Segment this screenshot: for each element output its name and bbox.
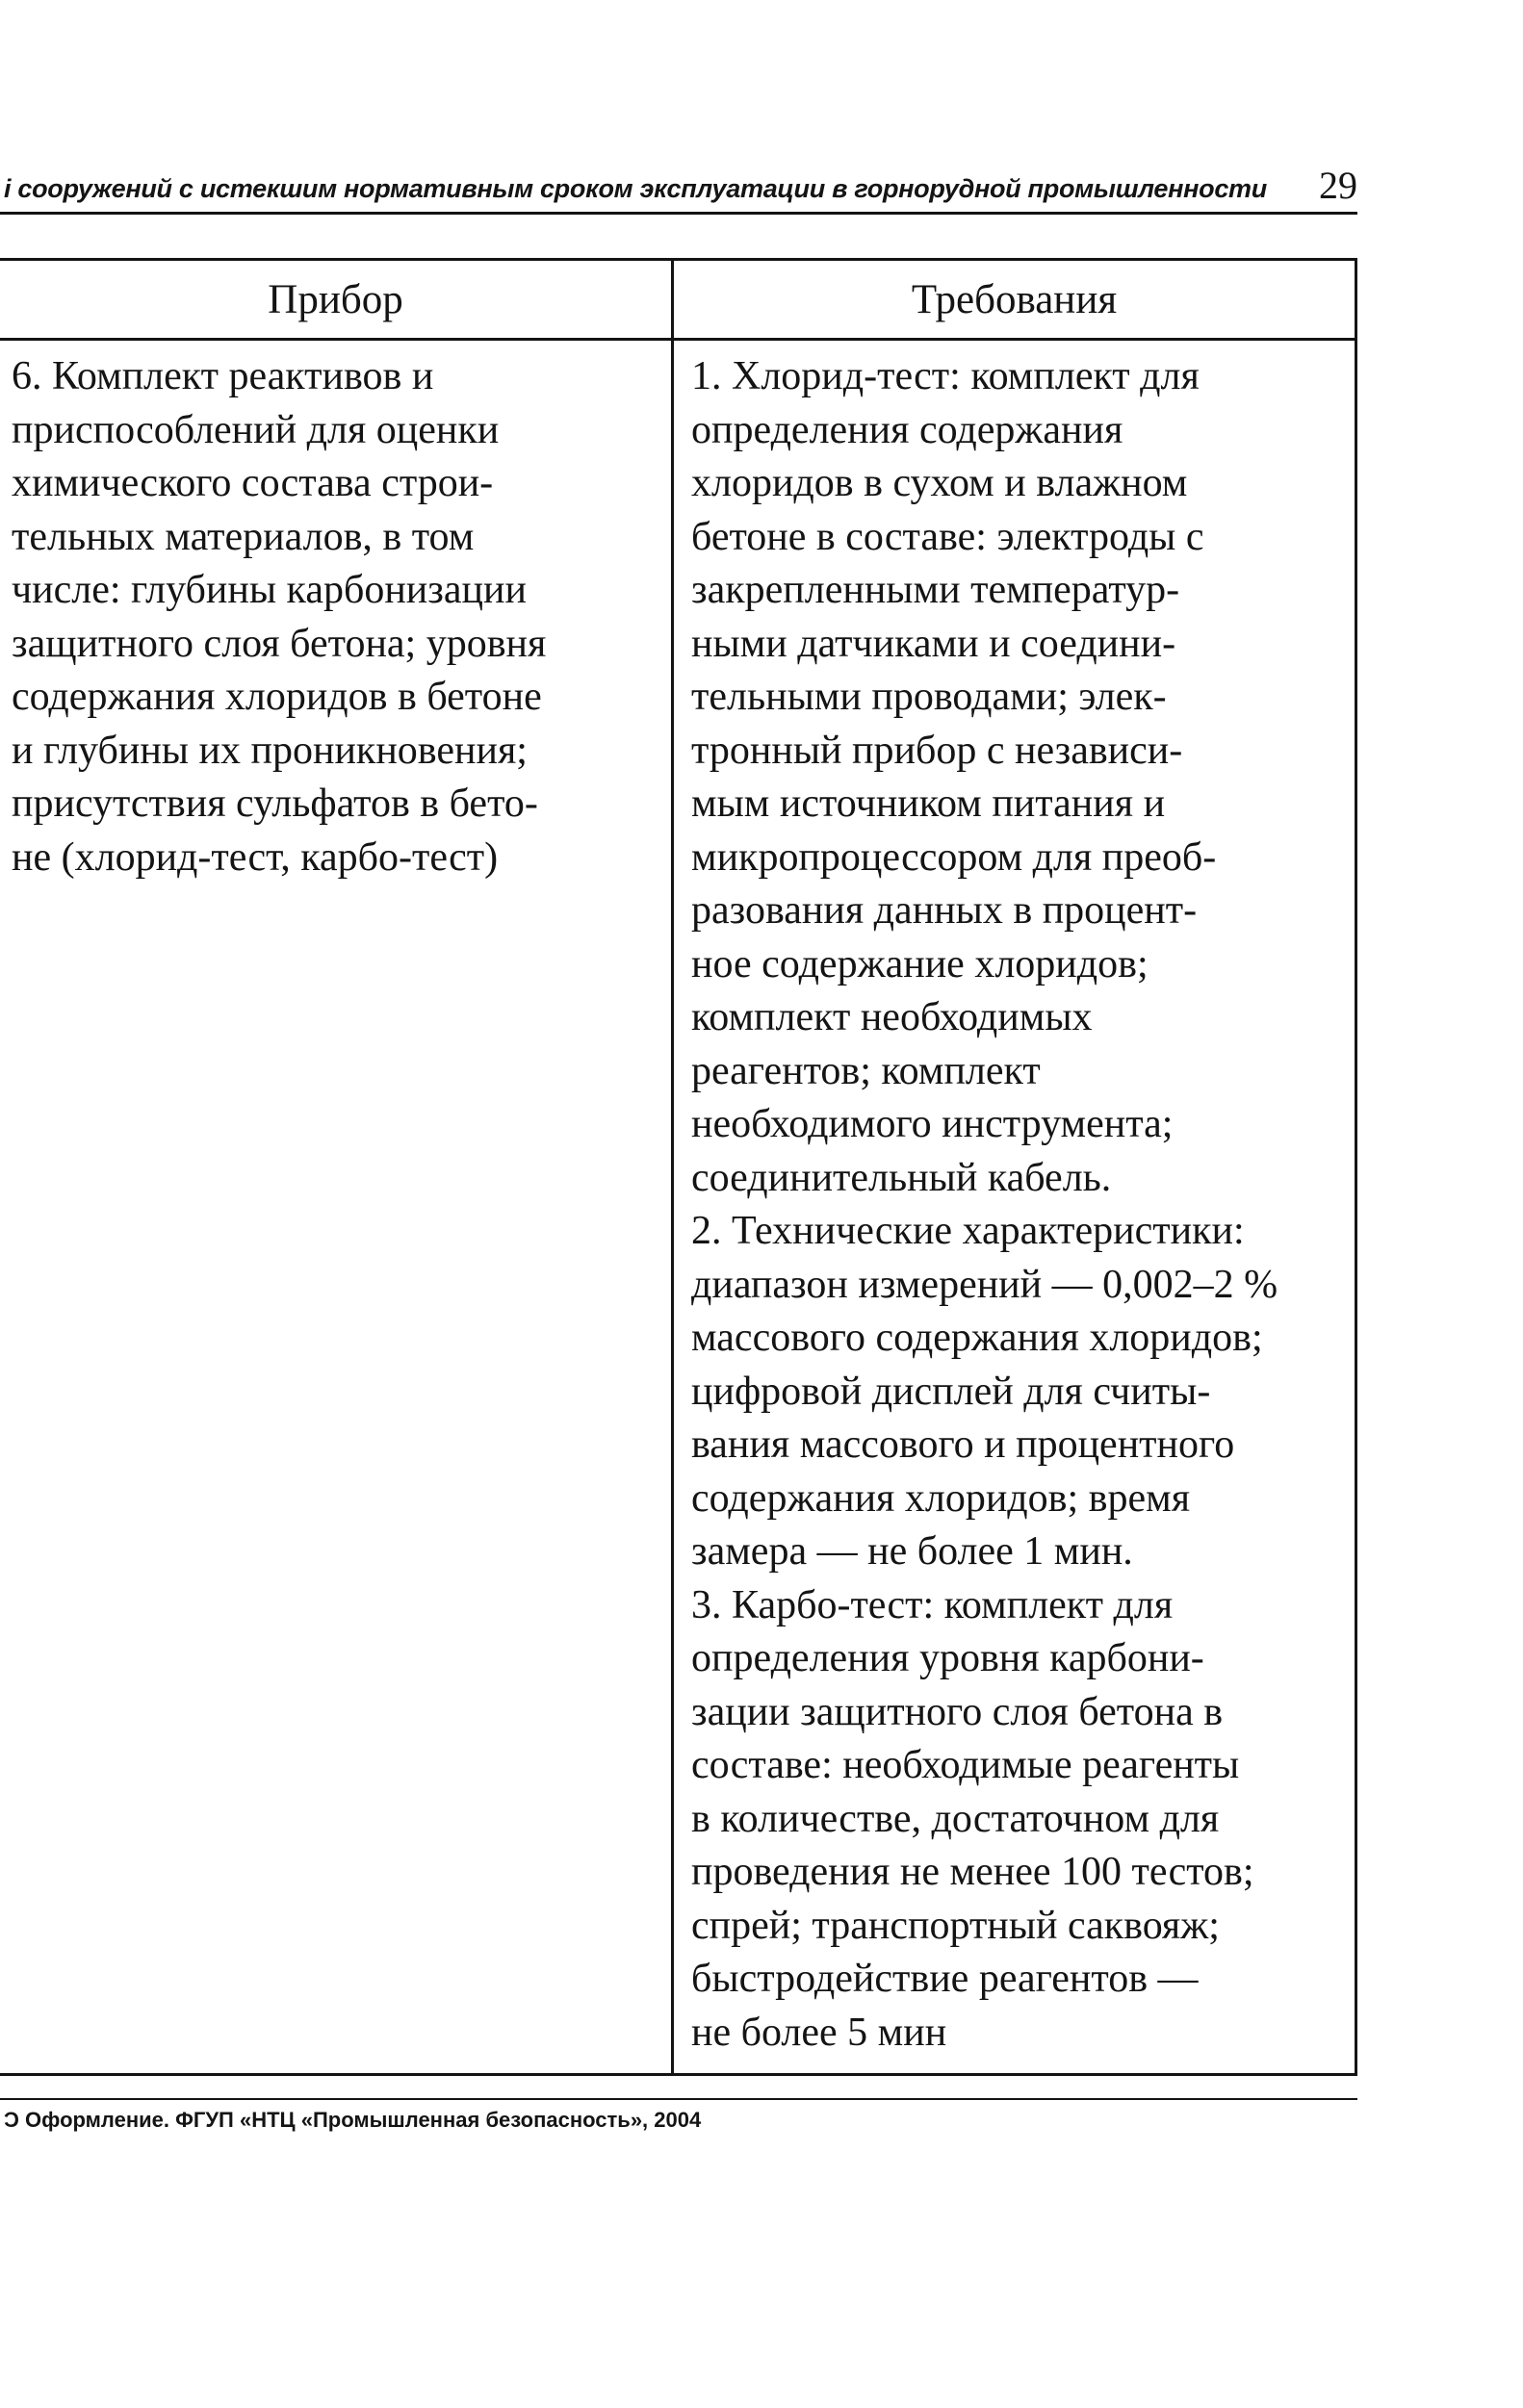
column-header-requirements: Требования [673,260,1356,340]
requirement-text-line: не более 5 мин [691,2010,947,2055]
requirement-text-line: мым источником питания и [691,781,1166,826]
requirement-text-line: 2. Технические характеристики: [691,1209,1245,1253]
requirement-text-line: массового содержания хлоридов; [691,1316,1263,1360]
requirement-text-line: разования данных в процент- [691,888,1198,933]
requirement-text-line: тельными проводами; элек- [691,675,1167,719]
footer-divider [0,2098,1357,2100]
device-text-line: числе: глубины карбонизации [12,568,527,612]
requirement-text-line: проведения не менее 100 тестов; [691,1850,1254,1894]
requirement-text-line: бетоне в составе: электроды с [691,514,1204,559]
device-text-line: присутствия сульфатов в бето- [12,781,538,826]
device-text-line: приспособлений для оценки [12,407,500,452]
requirement-text-line: диапазон измерений — 0,002–2 % [691,1262,1278,1307]
footer-copyright: Ɔ Оформление. ФГУП «НТЦ «Промышленная безопасность», 2004 [4,2108,702,2132]
device-text-line: содержания хлоридов в бетоне [12,675,542,719]
running-header-title: і сооружений с истекшим нормативным сроком эксплуатации в горнорудной промышленности [4,174,1267,203]
device-text-line: химического состава строи- [12,461,494,505]
device-text-line: не (хлорид-тест, карбо-тест) [12,834,499,880]
requirement-text-line: в количестве, достаточном для [691,1796,1220,1841]
requirement-text-line: замера — не более 1 мин. [691,1529,1133,1574]
requirement-text-line: составе: необходимые реагенты [691,1743,1240,1787]
requirement-text-line: 3. Карбо-тест: комплект для [691,1582,1174,1627]
requirement-text-line: определения содержания [691,407,1123,452]
device-cell [0,340,673,2075]
requirement-text-line: вания массового и процентного [691,1422,1235,1467]
requirement-text-line: необходимого инструмента; [691,1102,1174,1146]
requirement-text-line: содержания хлоридов; время [691,1475,1191,1521]
requirement-text-line: микропроцессором для преоб- [691,834,1217,880]
requirement-text-line: реагентов; комплект [691,1048,1041,1093]
requirement-text-line: цифровой дисплей для считы- [691,1369,1211,1414]
requirement-text-line: 1. Хлорид-тест: комплект для [691,354,1200,398]
device-text-line: тельных материалов, в том [12,514,475,559]
requirement-text-line: тронный прибор с независи- [691,728,1183,773]
page-number: 29 [1319,164,1357,207]
requirement-text-line: хлоридов в сухом и влажном [691,461,1188,505]
running-header [0,162,1357,215]
table-header-row [0,260,1356,340]
device-text-line: 6. Комплект реактивов и [12,354,434,398]
requirements-cell [673,340,1356,2075]
requirement-text-line: закрепленными температур- [691,568,1180,612]
requirement-text-line: определения уровня карбони- [691,1636,1204,1680]
table-row [0,340,1356,2075]
requirement-text-line: зации защитного слоя бетона в [691,1689,1224,1734]
requirement-text-line: ными датчиками и соедини- [691,621,1176,666]
requirement-text-line: быстродействие реагентов — [691,1957,1199,2001]
specification-table [0,258,1357,2076]
device-text-line: защитного слоя бетона; уровня [12,621,547,666]
column-header-device: Прибор [0,260,673,340]
requirement-text-line: ное содержание хлоридов; [691,941,1149,986]
requirement-text-line: комплект необходимых [691,995,1093,1039]
requirement-text-line: спрей; транспортный саквояж; [691,1903,1220,1948]
requirement-text-line: соединительный кабель. [691,1155,1112,1200]
device-text-line: и глубины их проникновения; [12,728,528,773]
